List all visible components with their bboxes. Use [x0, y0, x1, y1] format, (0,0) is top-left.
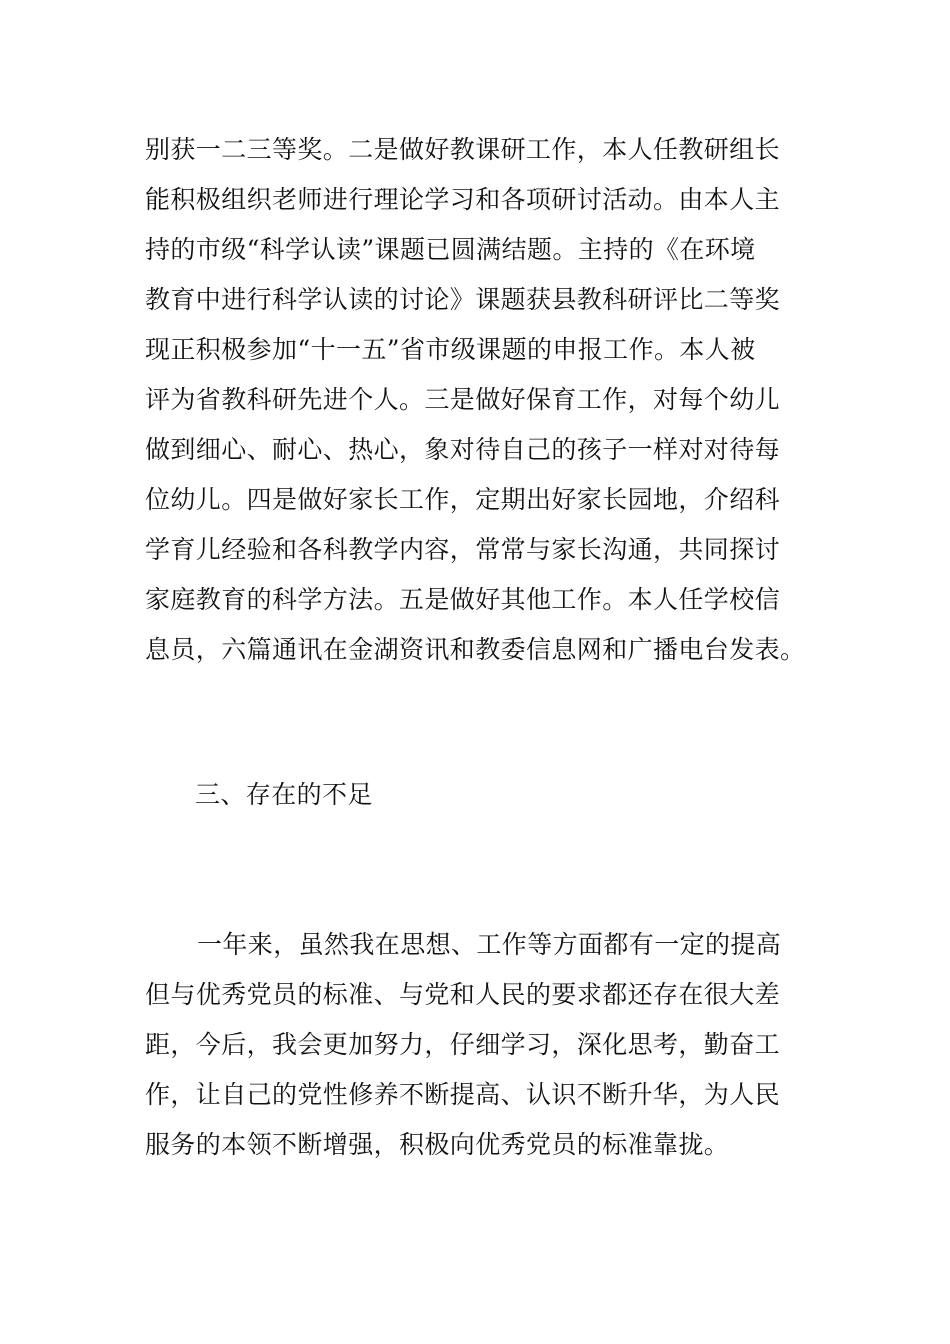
text-line: 服务的本领不断增强，积极向优秀党员的标准靠拢。: [145, 1130, 730, 1159]
text-line: 位幼儿。四是做好家长工作，定期出好家长园地，介绍科: [145, 485, 781, 514]
paragraph-achievements: [145, 125, 810, 675]
text-line: 家庭教育的科学方法。五是做好其他工作。本人任学校信: [145, 585, 781, 614]
text-line: 教育中进行科学认读的讨论》课题获县教科研评比二等奖: [145, 285, 781, 314]
text-line: 做到细心、耐心、热心，象对待自己的孩子一样对对待每: [145, 435, 781, 464]
section-heading: [195, 770, 595, 820]
text-line: 别获一二三等奖。二是做好教课研工作，本人任教研组长: [145, 135, 781, 164]
text-line: 评为省教科研先进个人。三是做好保育工作，对每个幼儿: [145, 385, 781, 414]
text-line: 学育儿经验和各科教学内容，常常与家长沟通，共同探讨: [145, 535, 781, 564]
text-line: 持的市级“科学认读”课题已圆满结题。主持的《在环境: [145, 235, 756, 264]
section-heading-text: 三、存在的不足: [195, 780, 373, 809]
text-line: 一年来，虽然我在思想、工作等方面都有一定的提高: [197, 930, 782, 959]
text-line: 距，今后，我会更加努力，仔细学习，深化思考，勤奋工: [145, 1030, 781, 1059]
text-line: 能积极组织老师进行理论学习和各项研讨活动。由本人主: [145, 185, 781, 214]
text-line: 但与优秀党员的标准、与党和人民的要求都还存在很大差: [145, 980, 781, 1009]
text-line: 现正积极参加“十一五”省市级课题的申报工作。本人被: [145, 335, 756, 364]
paragraph-shortcomings: [145, 920, 810, 1170]
text-line: 息员，六篇通讯在金湖资讯和教委信息网和广播电台发表。: [145, 635, 806, 664]
text-line: 作，让自己的党性修养不断提高、认识不断升华，为人民: [145, 1080, 781, 1109]
